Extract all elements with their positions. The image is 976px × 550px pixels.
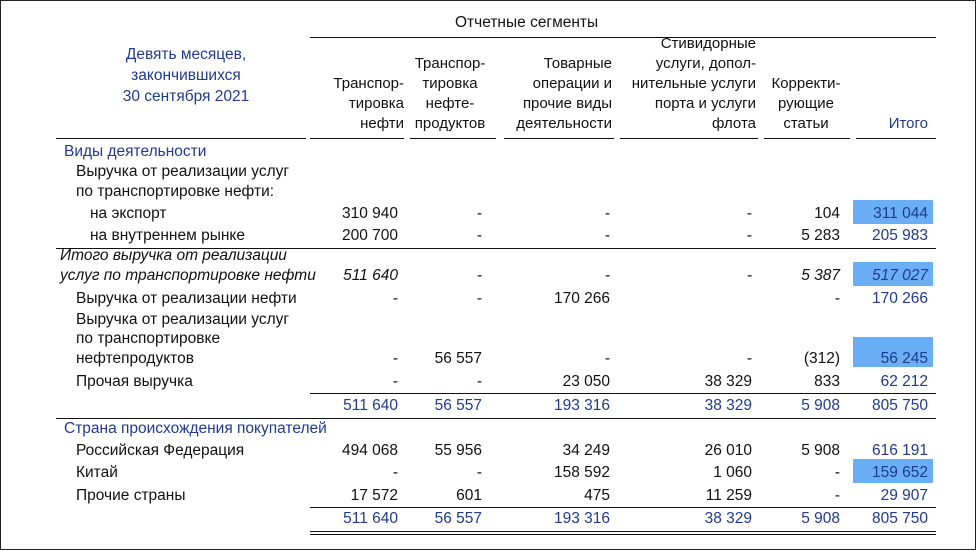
table-cell-total: 56 245 xyxy=(880,350,928,367)
col-header-trading: Товарные операции и прочие виды деятельности xyxy=(516,55,612,132)
col-underline xyxy=(410,138,496,139)
table-cell: - xyxy=(834,487,840,504)
table-cell-total: 29 907 xyxy=(880,487,928,504)
col-underline xyxy=(310,138,404,139)
table-cell: 26 010 xyxy=(704,442,752,459)
row-divider xyxy=(310,507,936,508)
table-cell-total: 62 212 xyxy=(880,373,928,390)
table-cell: 158 592 xyxy=(553,464,610,481)
table-cell: 170 266 xyxy=(553,290,610,307)
table-cell: - xyxy=(392,350,398,367)
table-cell: - xyxy=(476,267,482,284)
table-cell: - xyxy=(746,267,752,284)
row-label: Выручка от реализации услуг xyxy=(76,311,290,328)
table-cell: (312) xyxy=(803,350,840,367)
table-cell: 23 050 xyxy=(562,373,610,390)
table-cell: - xyxy=(604,267,610,284)
table-cell: 475 xyxy=(584,487,610,504)
col-underline xyxy=(504,138,614,139)
section-activities: Виды деятельности xyxy=(64,143,207,160)
table-cell-total: 159 652 xyxy=(871,464,928,481)
table-cell: - xyxy=(392,373,398,390)
table-cell: 511 640 xyxy=(343,267,398,284)
table-cell: 55 956 xyxy=(434,442,482,459)
table-cell-subtotal: 511 640 xyxy=(343,397,398,414)
table-cell-subtotal: 56 557 xyxy=(434,510,482,527)
table-cell: - xyxy=(392,290,398,307)
col-underline xyxy=(620,138,758,139)
row-label: Прочая выручка xyxy=(76,373,193,390)
table-cell: 601 xyxy=(456,487,482,504)
row-label: Выручка от реализации нефти xyxy=(76,290,297,307)
table-cell: - xyxy=(746,227,752,244)
table-cell: 5 908 xyxy=(801,442,840,459)
col-header-total: Итого xyxy=(888,115,928,132)
period-line: 30 сентября 2021 xyxy=(122,88,250,105)
col-underline xyxy=(856,138,936,139)
row-label: Китай xyxy=(76,464,118,481)
row-divider xyxy=(310,393,936,394)
table-cell: 5 283 xyxy=(801,227,840,244)
table-cell: - xyxy=(746,350,752,367)
table-cell-subtotal: 805 750 xyxy=(871,510,928,527)
table-cell-total: 517 027 xyxy=(871,267,928,284)
table-cell-subtotal: 193 316 xyxy=(553,510,610,527)
row-divider xyxy=(310,531,936,532)
table-cell: - xyxy=(392,464,398,481)
table-cell: 11 259 xyxy=(705,487,752,504)
col-underline xyxy=(764,138,850,139)
row-label: на внутреннем рынке xyxy=(90,227,245,244)
table-cell: - xyxy=(834,464,840,481)
table-cell: 494 068 xyxy=(341,442,398,459)
table-cell-subtotal: 56 557 xyxy=(434,397,482,414)
table-cell: 200 700 xyxy=(341,227,398,244)
table-cell: - xyxy=(476,373,482,390)
table-cell: 1 060 xyxy=(713,464,752,481)
col-header-adjustments: Корректи- рующие статьи xyxy=(771,75,841,132)
section-origin: Страна происхождения покупателей xyxy=(64,420,327,437)
table-cell: - xyxy=(476,290,482,307)
table-cell: - xyxy=(746,205,752,222)
row-label: нефтепродуктов xyxy=(76,350,194,367)
col-header-products: Транспор- тировка нефте- продуктов xyxy=(414,55,486,132)
table-cell: - xyxy=(604,227,610,244)
row-label: услуг по транспортировке нефти xyxy=(60,267,316,284)
table-cell: 5 387 xyxy=(801,267,840,284)
table-cell-subtotal: 5 908 xyxy=(801,397,840,414)
segments-title: Отчетные сегменты xyxy=(455,14,599,31)
period-line: закончившихся xyxy=(131,67,241,84)
table-cell-subtotal: 511 640 xyxy=(343,510,398,527)
table-cell: 833 xyxy=(814,373,840,390)
table-cell: 38 329 xyxy=(704,373,752,390)
period-line: Девять месяцев, xyxy=(125,46,247,63)
table-cell-subtotal: 38 329 xyxy=(704,397,752,414)
table-cell: - xyxy=(604,350,610,367)
table-cell: 56 557 xyxy=(434,350,482,367)
table-cell-subtotal: 193 316 xyxy=(553,397,610,414)
table-cell: - xyxy=(476,205,482,222)
row-divider-double xyxy=(310,534,936,535)
period-heading xyxy=(96,44,276,107)
col-header-oil: Транспор- тировка нефти xyxy=(333,75,404,132)
table-cell: 34 249 xyxy=(562,442,610,459)
table-cell-total: 311 044 xyxy=(873,205,928,222)
table-cell: - xyxy=(476,464,482,481)
label-underline xyxy=(56,138,306,139)
row-label: Выручка от реализации услуг xyxy=(76,163,290,180)
table-cell: 104 xyxy=(814,205,840,222)
table-cell: - xyxy=(476,227,482,244)
table-cell-subtotal: 5 908 xyxy=(801,510,840,527)
table-cell-subtotal: 38 329 xyxy=(704,510,752,527)
table-cell-total: 205 983 xyxy=(871,227,928,244)
table-cell-subtotal: 805 750 xyxy=(871,397,928,414)
col-header-port: Стивидорные услуги, допол- нительные услуги порта и услуги флота xyxy=(631,35,756,132)
row-label: на экспорт xyxy=(90,205,167,222)
table-cell: - xyxy=(834,290,840,307)
row-label: Российская Федерация xyxy=(76,442,245,459)
table-cell-total: 170 266 xyxy=(871,290,928,307)
row-label: Прочие страны xyxy=(76,487,186,504)
row-label: по транспортировке xyxy=(76,330,221,347)
row-label: по транспортировке нефти: xyxy=(76,183,275,200)
table-cell: 310 940 xyxy=(341,205,398,222)
table-cell: - xyxy=(604,205,610,222)
table-cell: 17 572 xyxy=(350,487,398,504)
table-cell-total: 616 191 xyxy=(871,442,928,459)
row-label: Итого выручка от реализации xyxy=(60,247,287,264)
